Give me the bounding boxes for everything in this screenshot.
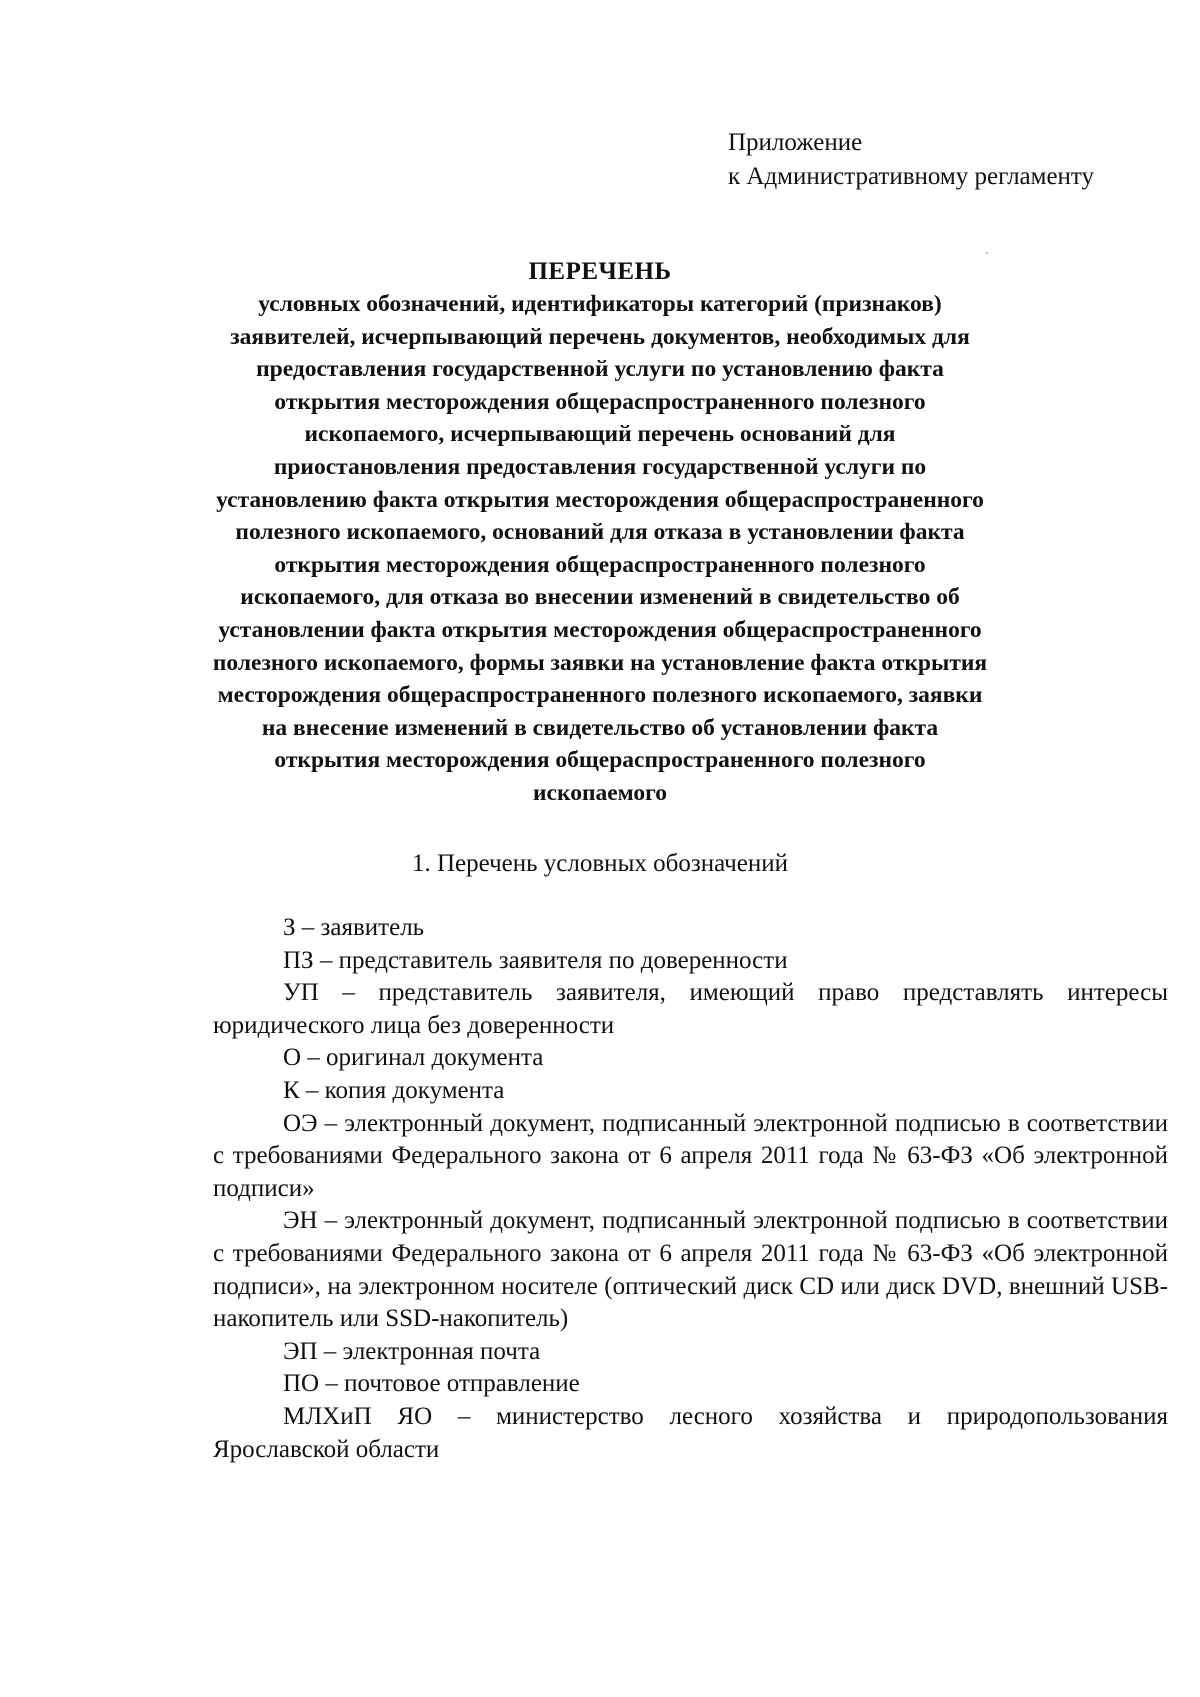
abbreviation-item: К – копия документа <box>283 1076 505 1104</box>
title-line: открытия месторождения общераспространенного полезного <box>274 747 926 774</box>
title-line: заявителей, исчерпывающий перечень документов, необходимых для <box>230 323 970 350</box>
appendix-header <box>728 126 1094 194</box>
title-line: на внесение изменений в свидетельство об установлении факта <box>261 714 939 741</box>
title-line: установлении факта открытия месторождения общераспространенного <box>218 616 982 643</box>
title-line: условных обозначений, идентификаторы категорий (признаков) <box>258 291 942 317</box>
abbreviation-item: ЭП – электронная почта <box>283 1337 541 1365</box>
abbreviation-item: УП – представитель заявителя, имеющий право представлять интересы юридического лица без доверенности <box>213 979 1168 1039</box>
title-subtitle <box>200 288 1000 810</box>
abbreviation-item: ЭН – электронный документ, подписанный электронной подписью в соответствии с требованиями Федерального закона от 6 апреля 2011 года № 63-ФЗ «Об электронной подписи», на электронном носителе (оптический диск CD или диск DVD, внешний USB-накопитель или SSD-накопитель) <box>213 1207 1168 1333</box>
title-line: предоставления государственной услуги по установлению факта <box>256 356 944 383</box>
title-line: открытия месторождения общераспространенного полезного <box>274 388 926 415</box>
scan-speck <box>986 252 988 254</box>
abbreviation-list <box>213 912 1168 1466</box>
section-heading: 1. Перечень условных обозначений <box>411 850 788 877</box>
title-main: ПЕРЕЧЕНЬ <box>528 258 672 285</box>
title-line: установлению факта открытия месторождения общераспространенного <box>216 486 984 513</box>
abbreviation-item: МЛХиП ЯО – министерство лесного хозяйства и природопользования Ярославской области <box>213 1402 1168 1463</box>
document-title <box>200 256 1000 810</box>
title-line: приостановления предоставления государственной услуги по <box>273 453 927 480</box>
title-line: полезного ископаемого, формы заявки на установление факта открытия <box>212 649 988 676</box>
title-line: ископаемого <box>533 779 667 806</box>
abbreviation-item: ПО – почтовое отправление <box>283 1370 580 1398</box>
title-line: ископаемого, исчерпывающий перечень оснований для <box>304 421 896 448</box>
title-line: ископаемого, для отказа во внесении изменений в свидетельство об <box>240 584 960 611</box>
abbreviation-item: ОЭ – электронный документ, подписанный электронной подписью в соответствии с требованиями Федерального закона от 6 апреля 2011 года № 63-ФЗ «Об электронной подписи» <box>213 1109 1168 1202</box>
abbreviation-item: ПЗ – представитель заявителя по доверенности <box>283 946 788 974</box>
appendix-label: Приложение <box>728 129 863 156</box>
title-line: месторождения общераспространенного полезного ископаемого, заявки <box>217 682 983 709</box>
abbreviation-item: О – оригинал документа <box>283 1044 544 1072</box>
abbreviation-item: З – заявитель <box>283 914 425 941</box>
title-line: открытия месторождения общераспространенного полезного <box>274 551 926 578</box>
title-line: полезного ископаемого, оснований для отказа в установлении факта <box>235 519 965 546</box>
appendix-reference: к Административному регламенту <box>728 163 1095 190</box>
